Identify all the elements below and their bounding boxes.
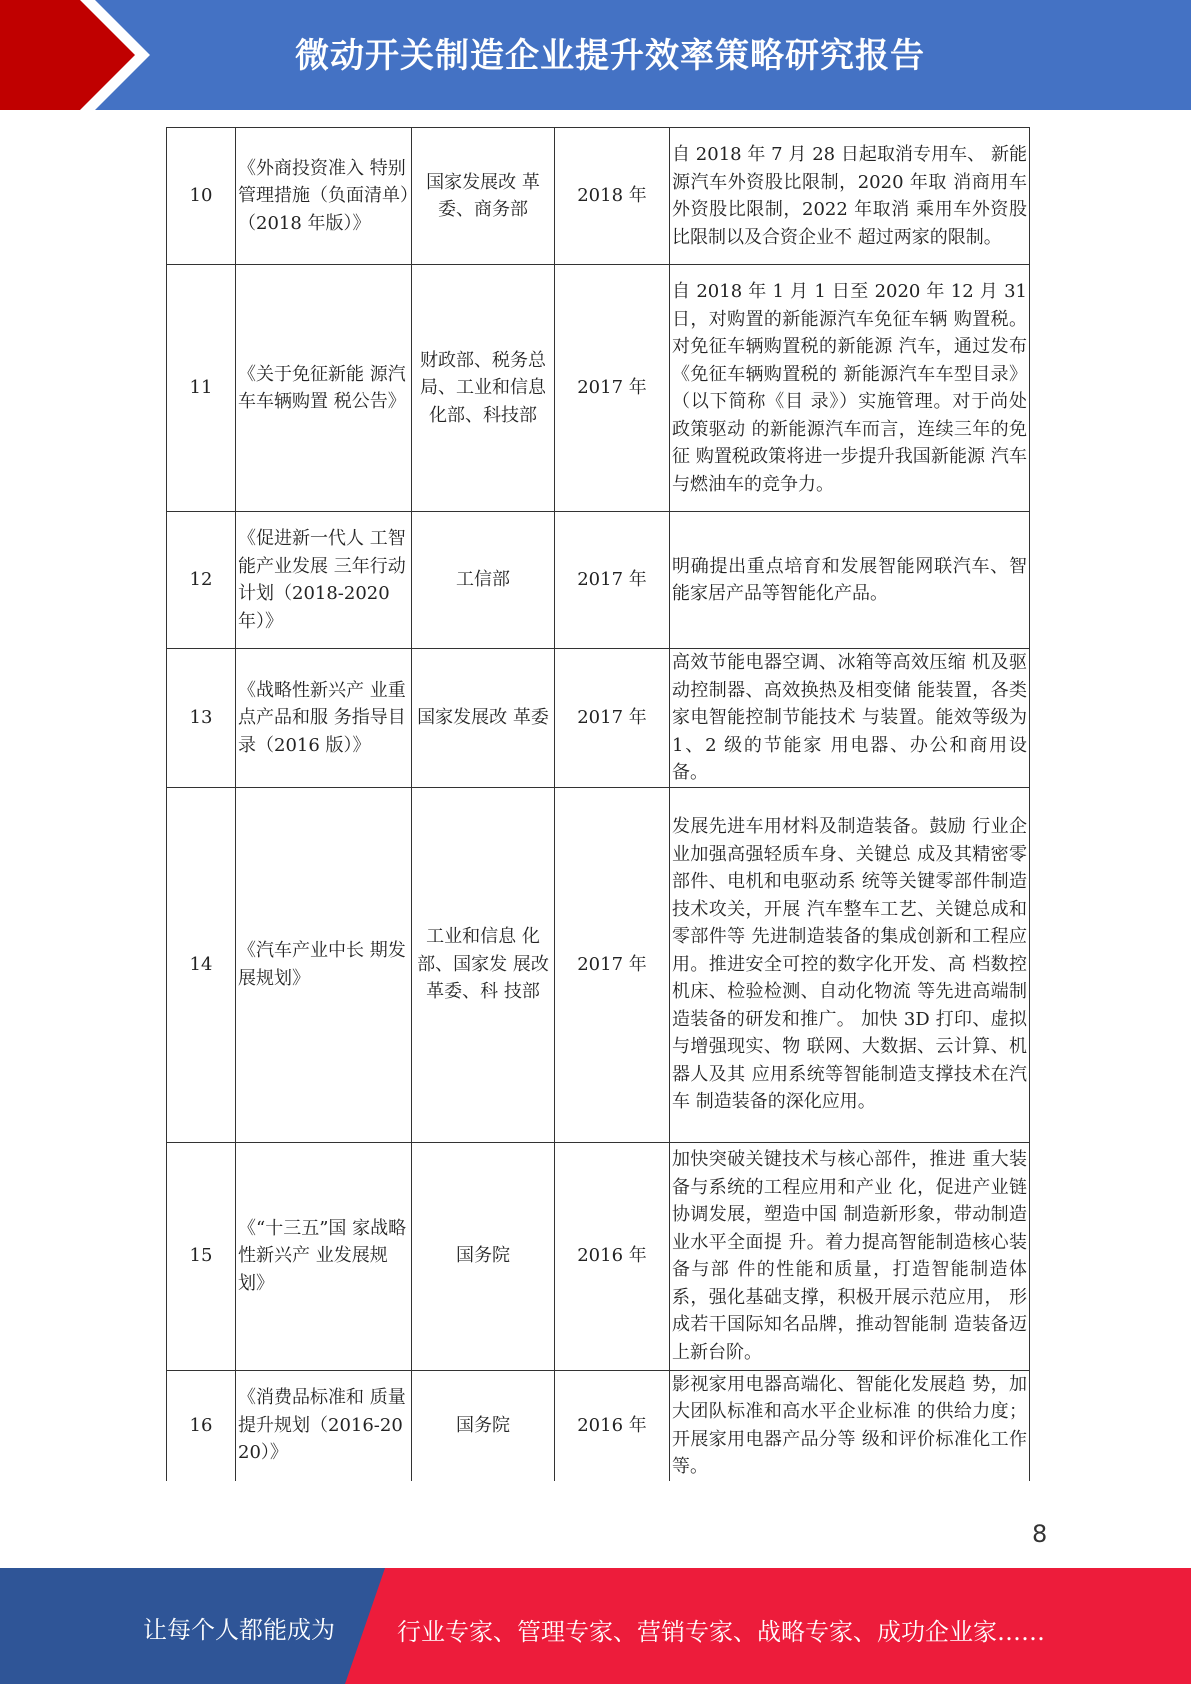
row-number: 10 — [167, 128, 236, 265]
table-row — [167, 265, 1030, 512]
policy-name: 《汽车产业中长 期发展规划》 — [236, 787, 412, 1142]
row-number: 16 — [167, 1370, 236, 1481]
policy-name: 《促进新一代人 工智能产业发展 三年行动计划（2018-2020 年）》 — [236, 512, 412, 649]
issue-year: 2017 年 — [555, 649, 670, 788]
row-number: 13 — [167, 649, 236, 788]
policy-description: 自 2018 年 7 月 28 日起取消专用车、 新能源汽车外资股比限制，2020 年取 消商用车外资股比限制，2022 年取消 乘用车外资股比限制以及合资企业不 超过两家的限制。 — [670, 128, 1030, 265]
table-row — [167, 512, 1030, 649]
policy-name: 《战略性新兴产 业重点产品和服 务指导目录（2016 版）》 — [236, 649, 412, 788]
table-row — [167, 649, 1030, 788]
issuing-department: 财政部、税务总局、工业和信息化部、科技部 — [412, 265, 555, 512]
policy-table — [166, 127, 1030, 1481]
issuing-department: 工业和信息 化部、国家发 展改革委、科 技部 — [412, 787, 555, 1142]
issuing-department: 国家发展改 革委 — [412, 649, 555, 788]
policy-description: 明确提出重点培育和发展智能网联汽车、智能家居产品等智能化产品。 — [670, 512, 1030, 649]
policy-description: 自 2018 年 1 月 1 日至 2020 年 12 月 31 日，对购置的新能源汽车免征车辆 购置税。对免征车辆购置税的新能源 汽车，通过发布《免征车辆购置税的 新能源汽车车型目录》（以下简称《目 录》）实施管理。对于尚处政策驱动 的新能源汽车而言，连续三年的免征 购置税政策将进一步提升我国新能源 汽车与燃油车的竞争力。 — [670, 265, 1030, 512]
issue-year: 2016 年 — [555, 1370, 670, 1481]
issue-year: 2017 年 — [555, 265, 670, 512]
issuing-department: 国务院 — [412, 1370, 555, 1481]
issue-year: 2017 年 — [555, 787, 670, 1142]
table-row — [167, 1370, 1030, 1481]
footer-slogan-left: 让每个人都能成为 — [143, 1616, 335, 1644]
footer-slogan-right: 行业专家、管理专家、营销专家、战略专家、成功企业家…… — [397, 1618, 1045, 1646]
table-row — [167, 128, 1030, 265]
page-header — [0, 0, 1191, 110]
issuing-department: 国家发展改 革委、商务部 — [412, 128, 555, 265]
page-footer — [0, 1568, 1191, 1684]
report-title: 微动开关制造企业提升效率策略研究报告 — [295, 36, 925, 76]
table-row — [167, 1142, 1030, 1370]
row-number: 11 — [167, 265, 236, 512]
policy-description: 高效节能电器空调、冰箱等高效压缩 机及驱动控制器、高效换热及相变储 能装置，各类家电智能控制节能技术 与装置。能效等级为 1、2 级的节能家 用电器、办公和商用设备。 — [670, 649, 1030, 788]
issue-year: 2016 年 — [555, 1142, 670, 1370]
issue-year: 2017 年 — [555, 512, 670, 649]
policy-name: 《消费品标准和 质量提升规划（2016-2020）》 — [236, 1370, 412, 1481]
issuing-department: 国务院 — [412, 1142, 555, 1370]
policy-description: 影视家用电器高端化、智能化发展趋 势，加大团队标准和高水平企业标准 的供给力度；开展家用电器产品分等 级和评价标准化工作等。 — [670, 1370, 1030, 1481]
table-row — [167, 787, 1030, 1142]
policy-name: 《关于免征新能 源汽车车辆购置 税公告》 — [236, 265, 412, 512]
policy-name: 《“十三五”国 家战略性新兴产 业发展规划》 — [236, 1142, 412, 1370]
row-number: 14 — [167, 787, 236, 1142]
page-number: 8 — [1032, 1520, 1048, 1548]
row-number: 12 — [167, 512, 236, 649]
issuing-department: 工信部 — [412, 512, 555, 649]
row-number: 15 — [167, 1142, 236, 1370]
policy-description: 加快突破关键技术与核心部件，推进 重大装备与系统的工程应用和产业 化，促进产业链协调发展，塑造中国 制造新形象，带动制造业水平全面提 升。着力提高智能制造核心装备与部 件的性能和质量，打造智能制造体系，强化基础支撑，积极开展示范应用， 形成若干国际知名品牌，推动智能制 造装备迈上新台阶。 — [670, 1142, 1030, 1370]
policy-description: 发展先进车用材料及制造装备。鼓励 行业企业加强高强轻质车身、关键总 成及其精密零部件、电机和电驱动系 统等关键零部件制造技术攻关，开展 汽车整车工艺、关键总成和零部件等 先进制造装备的集成创新和工程应 用。推进安全可控的数字化开发、高 档数控机床、检验检测、自动化物流 等先进高端制造装备的研发和推广。 加快 3D 打印、虚拟与增强现实、物 联网、大数据、云计算、机器人及其 应用系统等智能制造支撑技术在汽车 制造装备的深化应用。 — [670, 787, 1030, 1142]
policy-name: 《外商投资准入 特别管理措施（负面清单）（2018 年版）》 — [236, 128, 412, 265]
issue-year: 2018 年 — [555, 128, 670, 265]
